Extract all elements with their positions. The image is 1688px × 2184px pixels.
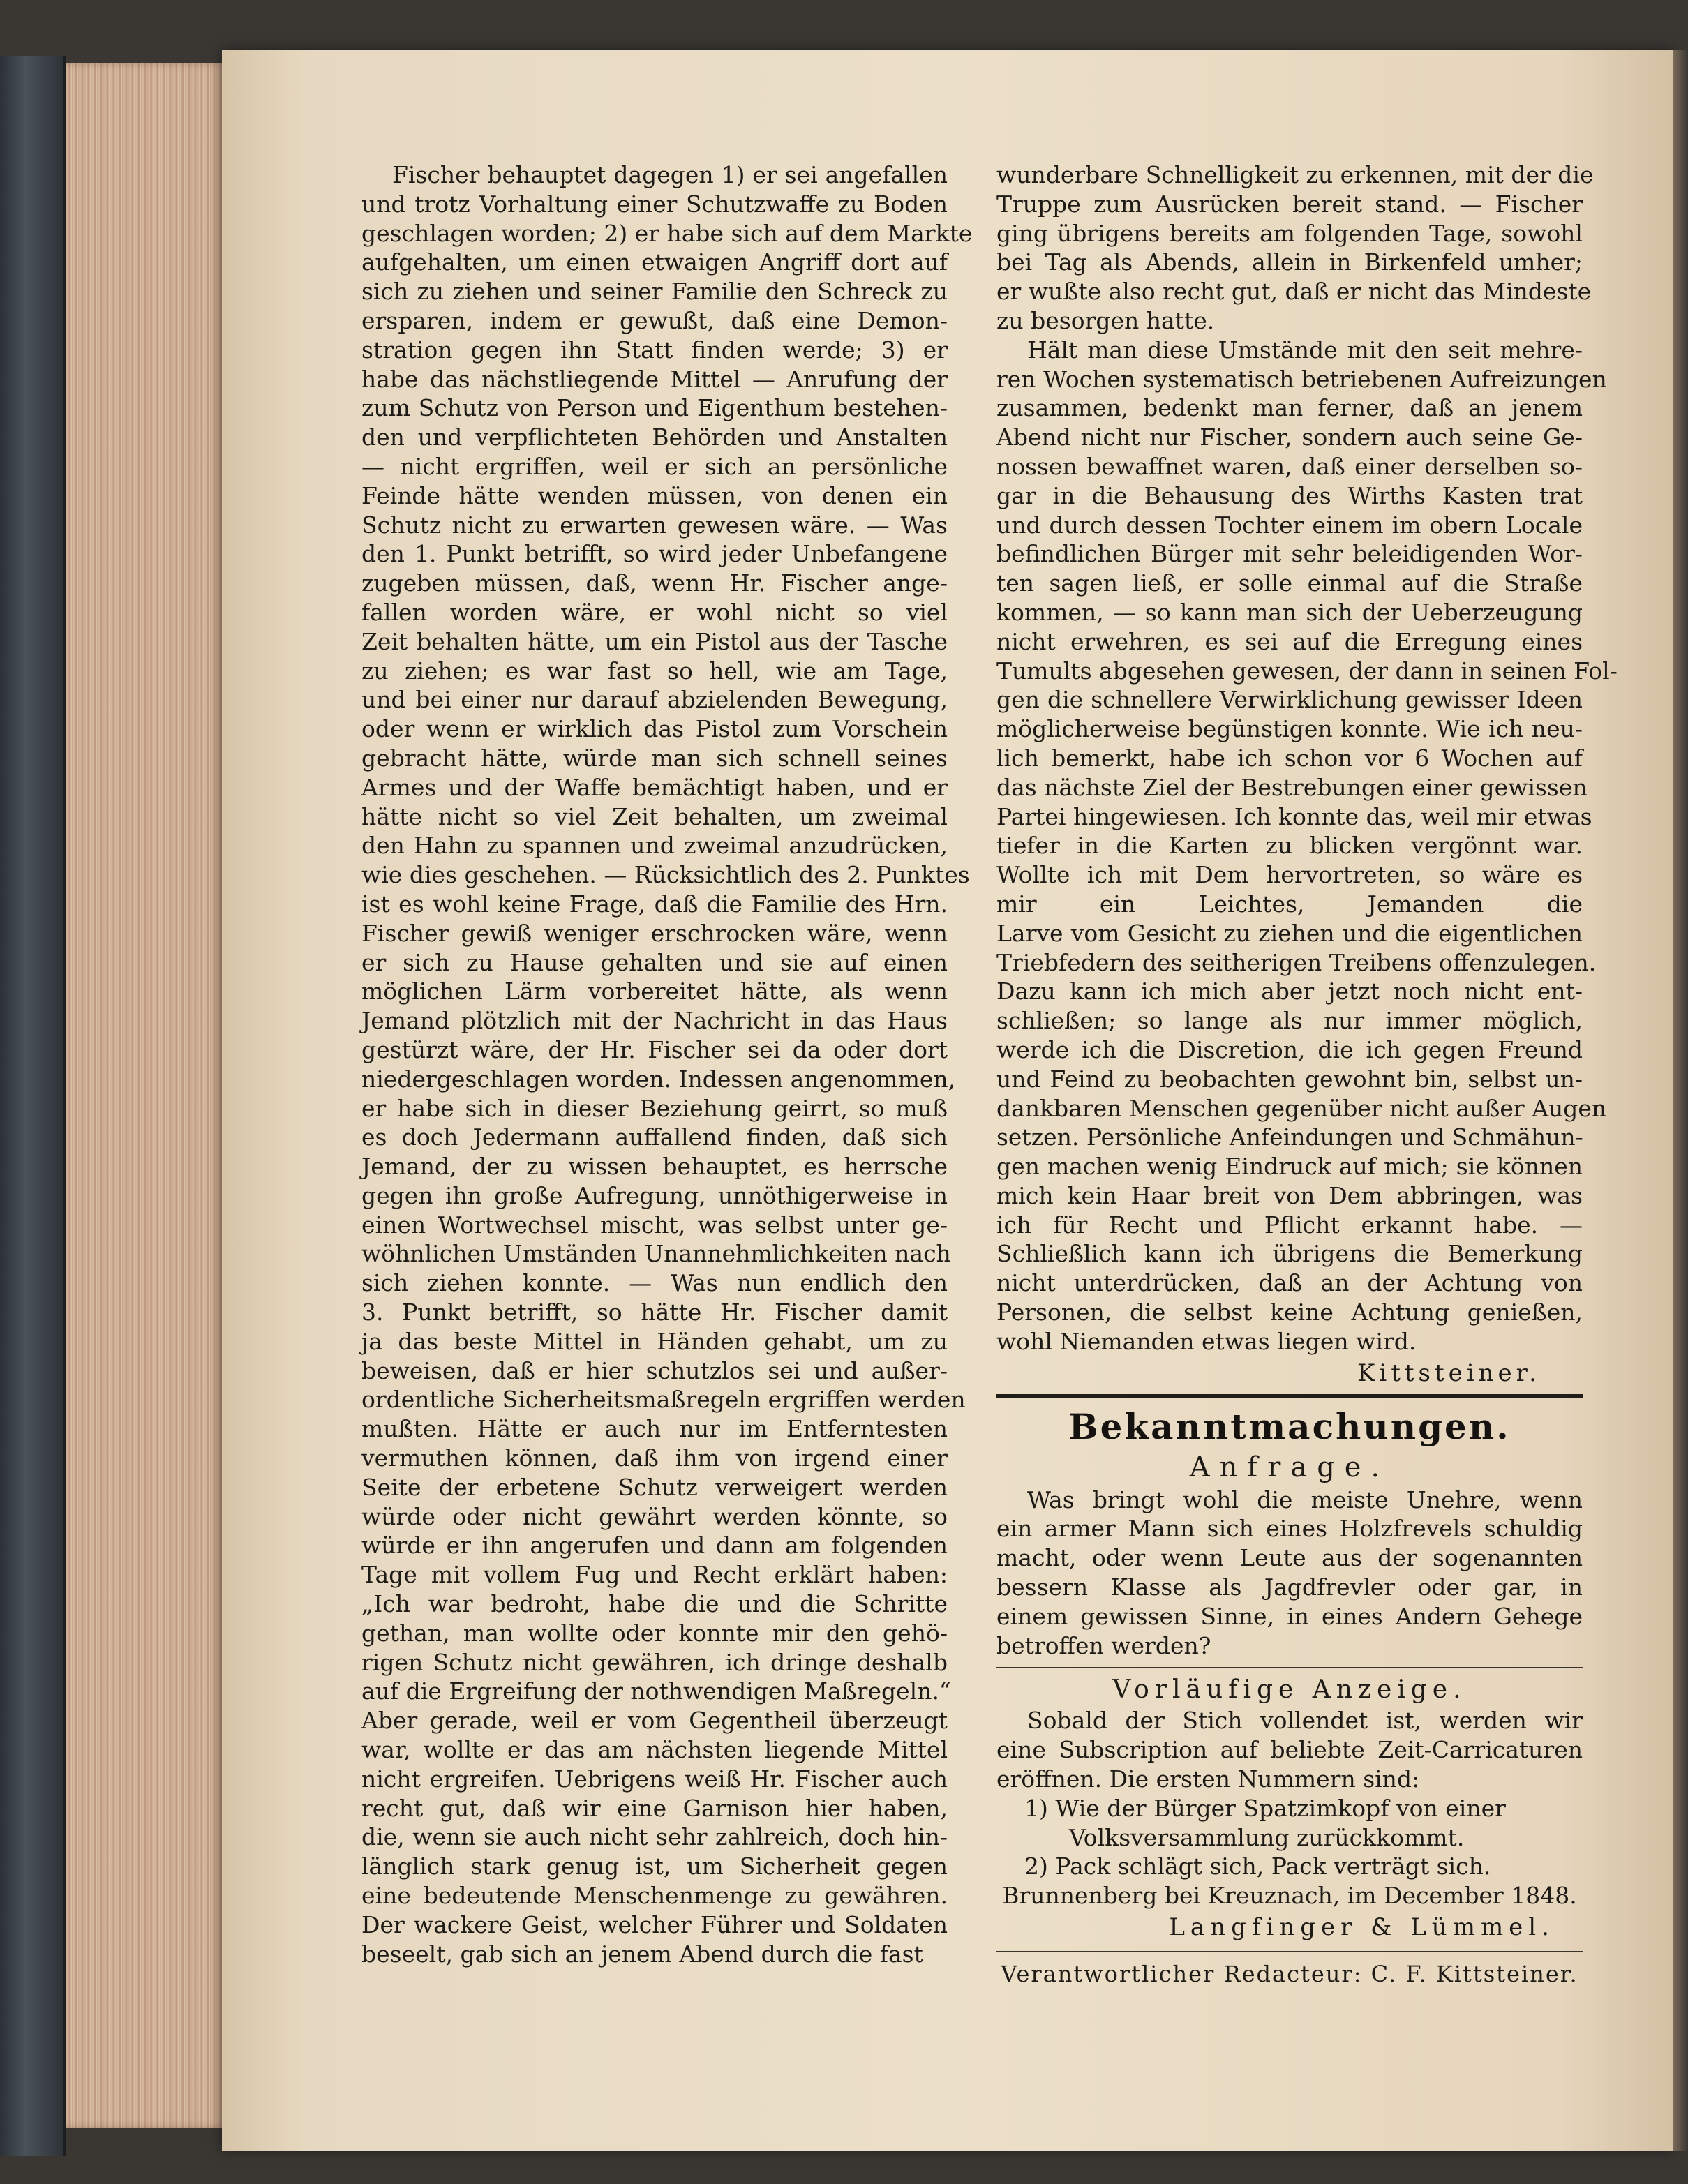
text-line: bessern Klasse als Jagdfrevler oder gar, in: [996, 1573, 1583, 1601]
text-line: setzen. Persönliche Anfeindungen und Schmähun-: [996, 1123, 1583, 1151]
text-line: geschlagen worden; 2) er habe sich auf dem Markte: [361, 219, 973, 247]
text-line: mir ein Leichtes, Jemanden die: [996, 890, 1583, 918]
text-line: den Hahn zu spannen und zweimal anzudrücken,: [361, 832, 948, 860]
text-line: und durch dessen Tochter einem im obern Locale: [996, 511, 1583, 539]
text-line: dankbaren Menschen gegenüber nicht außer Augen: [996, 1094, 1607, 1122]
text-line: ging übrigens bereits am folgenden Tage, sowohl: [996, 219, 1583, 247]
text-line: ein armer Mann sich eines Holzfrevels schuldig: [996, 1515, 1583, 1543]
section-divider: [996, 1394, 1583, 1398]
text-line: würde er ihn angerufen und dann am folgenden: [361, 1532, 948, 1560]
text-line: lich bemerkt, habe ich schon vor 6 Wochen auf: [996, 744, 1583, 772]
text-line: möglicherweise begünstigen konnte. Wie ich neu-: [996, 715, 1583, 743]
place-date: Brunnenberg bei Kreuznach, im December 1848.: [1002, 1882, 1577, 1910]
text-line: Schutz nicht zu erwarten gewesen wäre. — Was: [361, 511, 948, 539]
text-line: Jemand plötzlich mit der Nachricht in das Haus: [361, 1007, 948, 1035]
text-line: ich für Recht und Pflicht erkannt habe. —: [996, 1211, 1583, 1239]
text-line: aufgehalten, um einen etwaigen Angriff dort auf: [361, 248, 948, 276]
text-line: gen machen wenig Eindruck auf mich; sie können: [996, 1153, 1583, 1181]
text-line: er habe sich in dieser Beziehung geirrt, so muß: [361, 1094, 948, 1122]
text-line: einen Wortwechsel mischt, was selbst unter ge-: [361, 1211, 948, 1239]
text-line: Wollte ich mit Dem hervortreten, so wäre es: [996, 861, 1583, 889]
text-line: Sobald der Stich vollendet ist, werden wir: [1027, 1707, 1583, 1735]
text-line: Tage mit vollem Fug und Recht erklärt haben:: [361, 1561, 948, 1589]
text-line: und bei einer nur darauf abzielenden Bewegung,: [361, 686, 948, 714]
text-line: auf die Ergreifung der nothwendigen Maßregeln.“: [361, 1677, 951, 1705]
text-line: die, wenn sie auch nicht sehr zahlreich, doch hin-: [361, 1823, 948, 1851]
text-line: sich ziehen konnte. — Was nun endlich den: [361, 1269, 948, 1297]
text-line: betroffen werden?: [996, 1631, 1211, 1659]
text-line: Triebfedern des seitherigen Treibens offenzulegen.: [996, 948, 1597, 976]
right-column: [996, 160, 1618, 1990]
list-item: 2) Pack schlägt sich, Pack verträgt sich.: [1024, 1853, 1491, 1880]
text-line: eine bedeutende Menschenmenge zu gewähren.: [361, 1882, 948, 1910]
text-line: bei Tag als Abends, allein in Birkenfeld umher;: [996, 248, 1583, 276]
page-edges: [66, 63, 226, 2128]
footer-divider: [996, 1951, 1583, 1952]
text-line: Personen, die selbst keine Achtung genießen,: [996, 1299, 1583, 1326]
text-line: macht, oder wenn Leute aus der sogenannten: [996, 1544, 1583, 1572]
text-line: Der wackere Geist, welcher Führer und Soldaten: [361, 1910, 948, 1938]
text-line: und Feind zu beobachten gewohnt bin, selbst un-: [996, 1065, 1583, 1093]
text-line: er sich zu Hause gehalten und sie auf einen: [361, 948, 948, 976]
text-line: Fischer gewiß weniger erschrocken wäre, wenn: [361, 919, 948, 947]
text-line: werde ich die Discretion, die ich gegen Freund: [996, 1035, 1583, 1063]
text-line: den 1. Punkt betrifft, so wird jeder Unbefangene: [361, 540, 948, 568]
text-line: gen die schnellere Verwirklichung gewisser Ideen: [996, 686, 1583, 714]
text-line: ist es wohl keine Frage, daß die Familie des Hrn.: [361, 890, 948, 918]
article-continuation: [996, 160, 1618, 1356]
text-line: zugeben müssen, daß, wenn Hr. Fischer ange-: [361, 569, 948, 597]
anfrage-title: Anfrage.: [1189, 1451, 1390, 1483]
text-line: würde oder nicht gewährt werden könnte, so: [361, 1502, 948, 1530]
text-line: Truppe zum Ausrücken bereit stand. — Fischer: [996, 190, 1583, 218]
anzeige-title: Vorläufige Anzeige.: [1112, 1675, 1467, 1705]
text-line: gar in die Behausung des Wirths Kasten trat: [996, 481, 1583, 509]
text-line: Schließlich kann ich übrigens die Bemerkung: [996, 1240, 1583, 1268]
text-line: stration gegen ihn Statt finden werde; 3) er: [361, 336, 948, 364]
text-line: „Ich war bedroht, habe die und die Schritte: [361, 1590, 948, 1618]
text-line: einem gewissen Sinne, in eines Andern Gehege: [996, 1602, 1583, 1630]
text-line: schließen; so lange als nur immer möglich,: [996, 1007, 1583, 1035]
text-line: mußten. Hätte er auch nur im Entferntesten: [361, 1415, 948, 1443]
text-line: Hält man diese Umstände mit den seit mehre-: [1027, 336, 1583, 364]
editor-footer: Verantwortlicher Redacteur: C. F. Kittsteiner.: [1001, 1961, 1578, 1988]
text-line: ren Wochen systematisch betriebenen Aufreizungen: [996, 365, 1607, 393]
text-line: nicht unterdrücken, daß an der Achtung von: [996, 1269, 1583, 1297]
anzeige-text: [996, 1706, 1583, 1793]
text-line: länglich stark genug ist, um Sicherheit gegen: [361, 1853, 948, 1880]
text-line: nicht ergreifen. Uebrigens weiß Hr. Fischer auch: [361, 1765, 948, 1793]
text-line: habe das nächstliegende Mittel — Anrufung der: [361, 365, 948, 393]
text-line: das nächste Ziel der Bestrebungen einer gewissen: [996, 773, 1588, 801]
text-line: mich kein Haar breit von Dem abbringen, was: [996, 1181, 1583, 1209]
book-cover-edge: [0, 56, 66, 2156]
text-line: Fischer behauptet dagegen 1) er sei angefallen: [392, 161, 948, 188]
notice-divider: [996, 1667, 1583, 1668]
text-line: wohl Niemanden etwas liegen wird.: [996, 1327, 1417, 1355]
text-line: sich zu ziehen und seiner Familie den Schreck zu: [361, 278, 948, 306]
text-line: den und verpflichteten Behörden und Anstalten: [361, 424, 948, 451]
author-signature: Kittsteiner.: [1357, 1359, 1541, 1387]
text-line: Dazu kann ich mich aber jetzt noch nicht ent-: [996, 978, 1583, 1005]
text-line: gethan, man wollte oder konnte mir den gehö-: [361, 1619, 948, 1647]
text-line: rigen Schutz nicht gewähren, ich dringe deshalb: [361, 1648, 948, 1676]
text-line: zu besorgen hatte.: [996, 306, 1215, 334]
text-line: Larve vom Gesicht zu ziehen und die eigentlichen: [996, 919, 1583, 947]
text-line: fallen worden wäre, er wohl nicht so viel: [361, 598, 948, 626]
text-line: es doch Jedermann auffallend finden, daß sich: [361, 1123, 948, 1151]
text-line: zum Schutz von Person und Eigenthum bestehen-: [361, 394, 948, 422]
text-line: nossen bewaffnet waren, daß einer derselben so-: [996, 452, 1583, 480]
text-line: oder wenn er wirklich das Pistol zum Vorschein: [361, 715, 948, 743]
text-line: beweisen, daß er hier schutzlos sei und außer-: [361, 1356, 948, 1384]
anzeige-signers: Langfinger & Lümmel.: [1169, 1913, 1555, 1942]
text-line: ten sagen ließ, er solle einmal auf die Straße: [996, 569, 1583, 597]
text-line: wunderbare Schnelligkeit zu erkennen, mit der die: [996, 161, 1594, 188]
text-line: recht gut, daß wir eine Garnison hier haben,: [361, 1794, 948, 1822]
text-line: befindlichen Bürger mit sehr beleidigenden Wor-: [996, 540, 1583, 568]
text-line: Feinde hätte wenden müssen, von denen ein: [361, 481, 948, 509]
text-line: Was bringt wohl die meiste Unehre, wenn: [1027, 1486, 1583, 1513]
text-line: ja das beste Mittel in Händen gehabt, um zu: [361, 1327, 948, 1355]
text-line: — nicht ergriffen, weil er sich an persönliche: [361, 452, 948, 480]
text-line: Aber gerade, weil er vom Gegentheil überzeugt: [361, 1707, 948, 1735]
text-line: wöhnlichen Umständen Unannehmlichkeiten nach: [361, 1240, 951, 1268]
list-item: 1) Wie der Bürger Spatzimkopf von einer: [1024, 1794, 1506, 1822]
text-line: niedergeschlagen worden. Indessen angenommen,: [361, 1065, 956, 1093]
page-shadow: [1673, 50, 1688, 2151]
section-title: Bekanntmachungen.: [1068, 1405, 1511, 1447]
text-line: Tumults abgesehen gewesen, der dann in seinen Fol-: [996, 657, 1618, 685]
text-line: zusammen, bedenkt man ferner, daß an jenem: [996, 394, 1583, 422]
text-line: gestürzt wäre, der Hr. Fischer sei da oder dort: [361, 1035, 948, 1063]
text-line: und trotz Vorhaltung einer Schutzwaffe zu Boden: [361, 190, 948, 218]
text-line: ordentliche Sicherheitsmaßregeln ergriffen werden: [361, 1386, 966, 1414]
text-line: kommen, — so kann man sich der Ueberzeugung: [996, 598, 1583, 626]
text-line: vermuthen können, daß ihm von irgend einer: [361, 1444, 948, 1472]
text-line: zu ziehen; es war fast so hell, wie am Tage,: [361, 657, 948, 685]
text-line: er wußte also recht gut, daß er nicht das Mindeste: [996, 278, 1592, 306]
text-line: wie dies geschehen. — Rücksichtlich des 2. Punktes: [361, 861, 970, 889]
text-line: nicht erwehren, es sei auf die Erregung eines: [996, 627, 1583, 655]
anzeige-list: [996, 1794, 1583, 1881]
text-line: hätte nicht so viel Zeit behalten, um zweimal: [361, 802, 948, 830]
text-line: Zeit behalten hätte, um ein Pistol aus der Tasche: [361, 627, 948, 655]
left-column: [361, 160, 973, 1968]
anfrage-text: [996, 1486, 1583, 1661]
list-item-continuation: Volksversammlung zurückkommt.: [1069, 1823, 1465, 1851]
text-line: eine Subscription auf beliebte Zeit-Carricaturen: [996, 1736, 1583, 1764]
text-line: gegen ihn große Aufregung, unnöthigerweise in: [361, 1181, 948, 1209]
text-line: Abend nicht nur Fischer, sondern auch seine Ge-: [996, 424, 1583, 451]
text-line: beseelt, gab sich an jenem Abend durch die fast: [361, 1940, 923, 1968]
text-line: war, wollte er das am nächsten liegende Mittel: [361, 1736, 948, 1764]
text-line: eröffnen. Die ersten Nummern sind:: [996, 1765, 1420, 1793]
text-line: Jemand, der zu wissen behauptet, es herrsche: [361, 1153, 948, 1181]
text-line: tiefer in die Karten zu blicken vergönnt war.: [996, 832, 1583, 860]
text-line: 3. Punkt betrifft, so hätte Hr. Fischer damit: [361, 1299, 948, 1326]
text-line: gebracht hätte, würde man sich schnell seines: [361, 744, 948, 772]
text-line: Partei hingewiesen. Ich konnte das, weil mir etwas: [996, 802, 1592, 830]
text-line: Seite der erbetene Schutz verweigert werden: [361, 1473, 948, 1501]
text-line: Armes und der Waffe bemächtigt haben, und er: [361, 773, 948, 801]
text-line: ersparen, indem er gewußt, daß eine Demon-: [361, 306, 948, 334]
text-line: möglichen Lärm vorbereitet hätte, als wenn: [361, 978, 948, 1005]
